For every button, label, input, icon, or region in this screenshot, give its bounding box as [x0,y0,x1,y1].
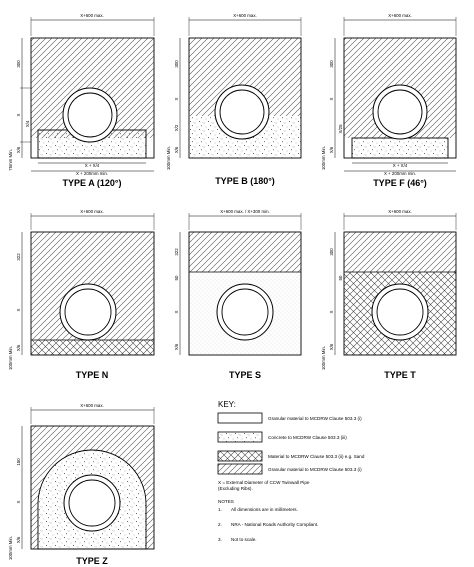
type-z-dim-x6: X/6 [16,536,21,544]
key-definition-line-1: X = External Diameter of CCW Twinwall Pipe [218,480,310,485]
type-n-dim-x: X [16,308,21,312]
type-t-title: TYPE T [384,370,416,380]
key-heading: KEY: [218,400,236,409]
type-a-dim-x6: X/6 [16,146,21,154]
type-f-dim-x: X [329,97,334,101]
type-f-dim-300: 300 [329,60,334,68]
type-z-dim-x: X [16,500,21,504]
type-n-top-dim: X+600 max. [80,209,104,214]
diagram-type-a [8,13,154,188]
type-s-top-dim: X+600 max. / X+300 min. [220,209,270,214]
type-n-dim-322: 322 [16,253,21,261]
type-z-title: TYPE Z [76,556,108,566]
type-b-title: TYPE B (180°) [215,176,275,186]
diagram-type-n [8,209,154,380]
type-b-dim-min: 100mm Min. [166,145,171,171]
type-n-title: TYPE N [75,370,109,380]
type-a-dim-x4: X/4 [25,120,30,128]
type-t-dim-x: X [329,310,334,314]
type-s-dim-322: 322 [174,248,179,256]
type-f-dim-x25: X/25 [338,124,343,134]
type-t-top-dim: X+600 max. [388,209,412,214]
type-n-dim-min: 100mm Min. [8,345,13,371]
key-swatch-hatch [218,464,262,474]
type-z-dim-min: 100mm Min. [8,535,13,561]
type-b-dim-x6: X/6 [174,146,179,154]
note-1-text: All dimensions are in millimeters. [231,507,298,512]
note-2-text: NRA - National Roads Authority Compliant. [231,522,319,527]
notes-heading: NOTES [218,499,234,504]
type-f-top-dim: X+600 max. [388,13,412,18]
type-a-bottom-dim-2: X + 200mm min. [75,171,109,176]
type-t-dim-x6: X/6 [329,343,334,351]
type-a-dim-x: X [16,113,21,117]
key-definition-line-2: (Excluding Ribs). [218,486,253,491]
type-a-dim-min: 75mm Min. [8,149,13,171]
type-b-dim-300: 300 [174,60,179,68]
diagram-type-s [174,209,301,380]
type-s-title: TYPE S [228,370,262,380]
key-item-4-label: Granular material to MCDRW Clause 503.3 (i) [268,467,362,472]
type-f-bottom-dim-2: X + 200mm min. [383,171,417,176]
type-n-dim-x6: X/6 [16,344,21,352]
type-t-dim-300: 300 [329,248,334,256]
type-a-dim-300: 300 [16,60,21,68]
type-s-dim-x6: X/6 [174,343,179,351]
diagram-type-z [8,403,154,566]
key-swatch-blank [218,413,262,423]
note-3-text: Not to scale. [231,537,257,542]
type-f-dim-min: 100mm Min. [321,145,326,171]
type-b-dim-x: X [174,97,179,101]
type-f-title: TYPE F (46°) [373,178,427,188]
key-item-1-label: Granular material to MCDRW Clause 503.3 (i) [268,416,362,421]
note-1-num: 1. [218,507,222,512]
key-swatch-dots [218,432,262,442]
type-s-dim-50: 50 [174,275,179,281]
type-a-top-dim: X+600 max. [80,13,104,18]
type-z-top-dim: X+600 max. [80,403,104,408]
type-b-dim-x2: X/2 [174,124,179,132]
type-f-bottom-dim-1: X + X/4 [392,163,408,168]
key-legend [218,400,365,542]
type-t-dim-min: 100mm Min. [321,345,326,371]
type-a-title: TYPE A (120°) [62,178,122,188]
type-a-bottom-dim-1: X + X/4 [84,163,100,168]
key-swatch-cross [218,451,262,461]
type-b-top-dim: X+600 max. [233,13,257,18]
note-3-num: 3. [218,537,222,542]
type-f-dim-x6: X/6 [329,146,334,154]
key-item-3-label: Material to MCDRW Clause 503.3 (ii) e.g. Sand [268,454,365,459]
diagram-type-t [321,209,456,380]
diagram-type-b [166,13,301,186]
key-item-2-label: Concrete to MCDRW Clause 503.3 (iii) [268,435,347,440]
type-z-dim-150: 150 [16,458,21,466]
diagram-type-f [321,13,456,188]
type-s-dim-x: X [174,310,179,314]
note-2-num: 2. [218,522,222,527]
type-t-dim-50: 50 [338,275,343,281]
